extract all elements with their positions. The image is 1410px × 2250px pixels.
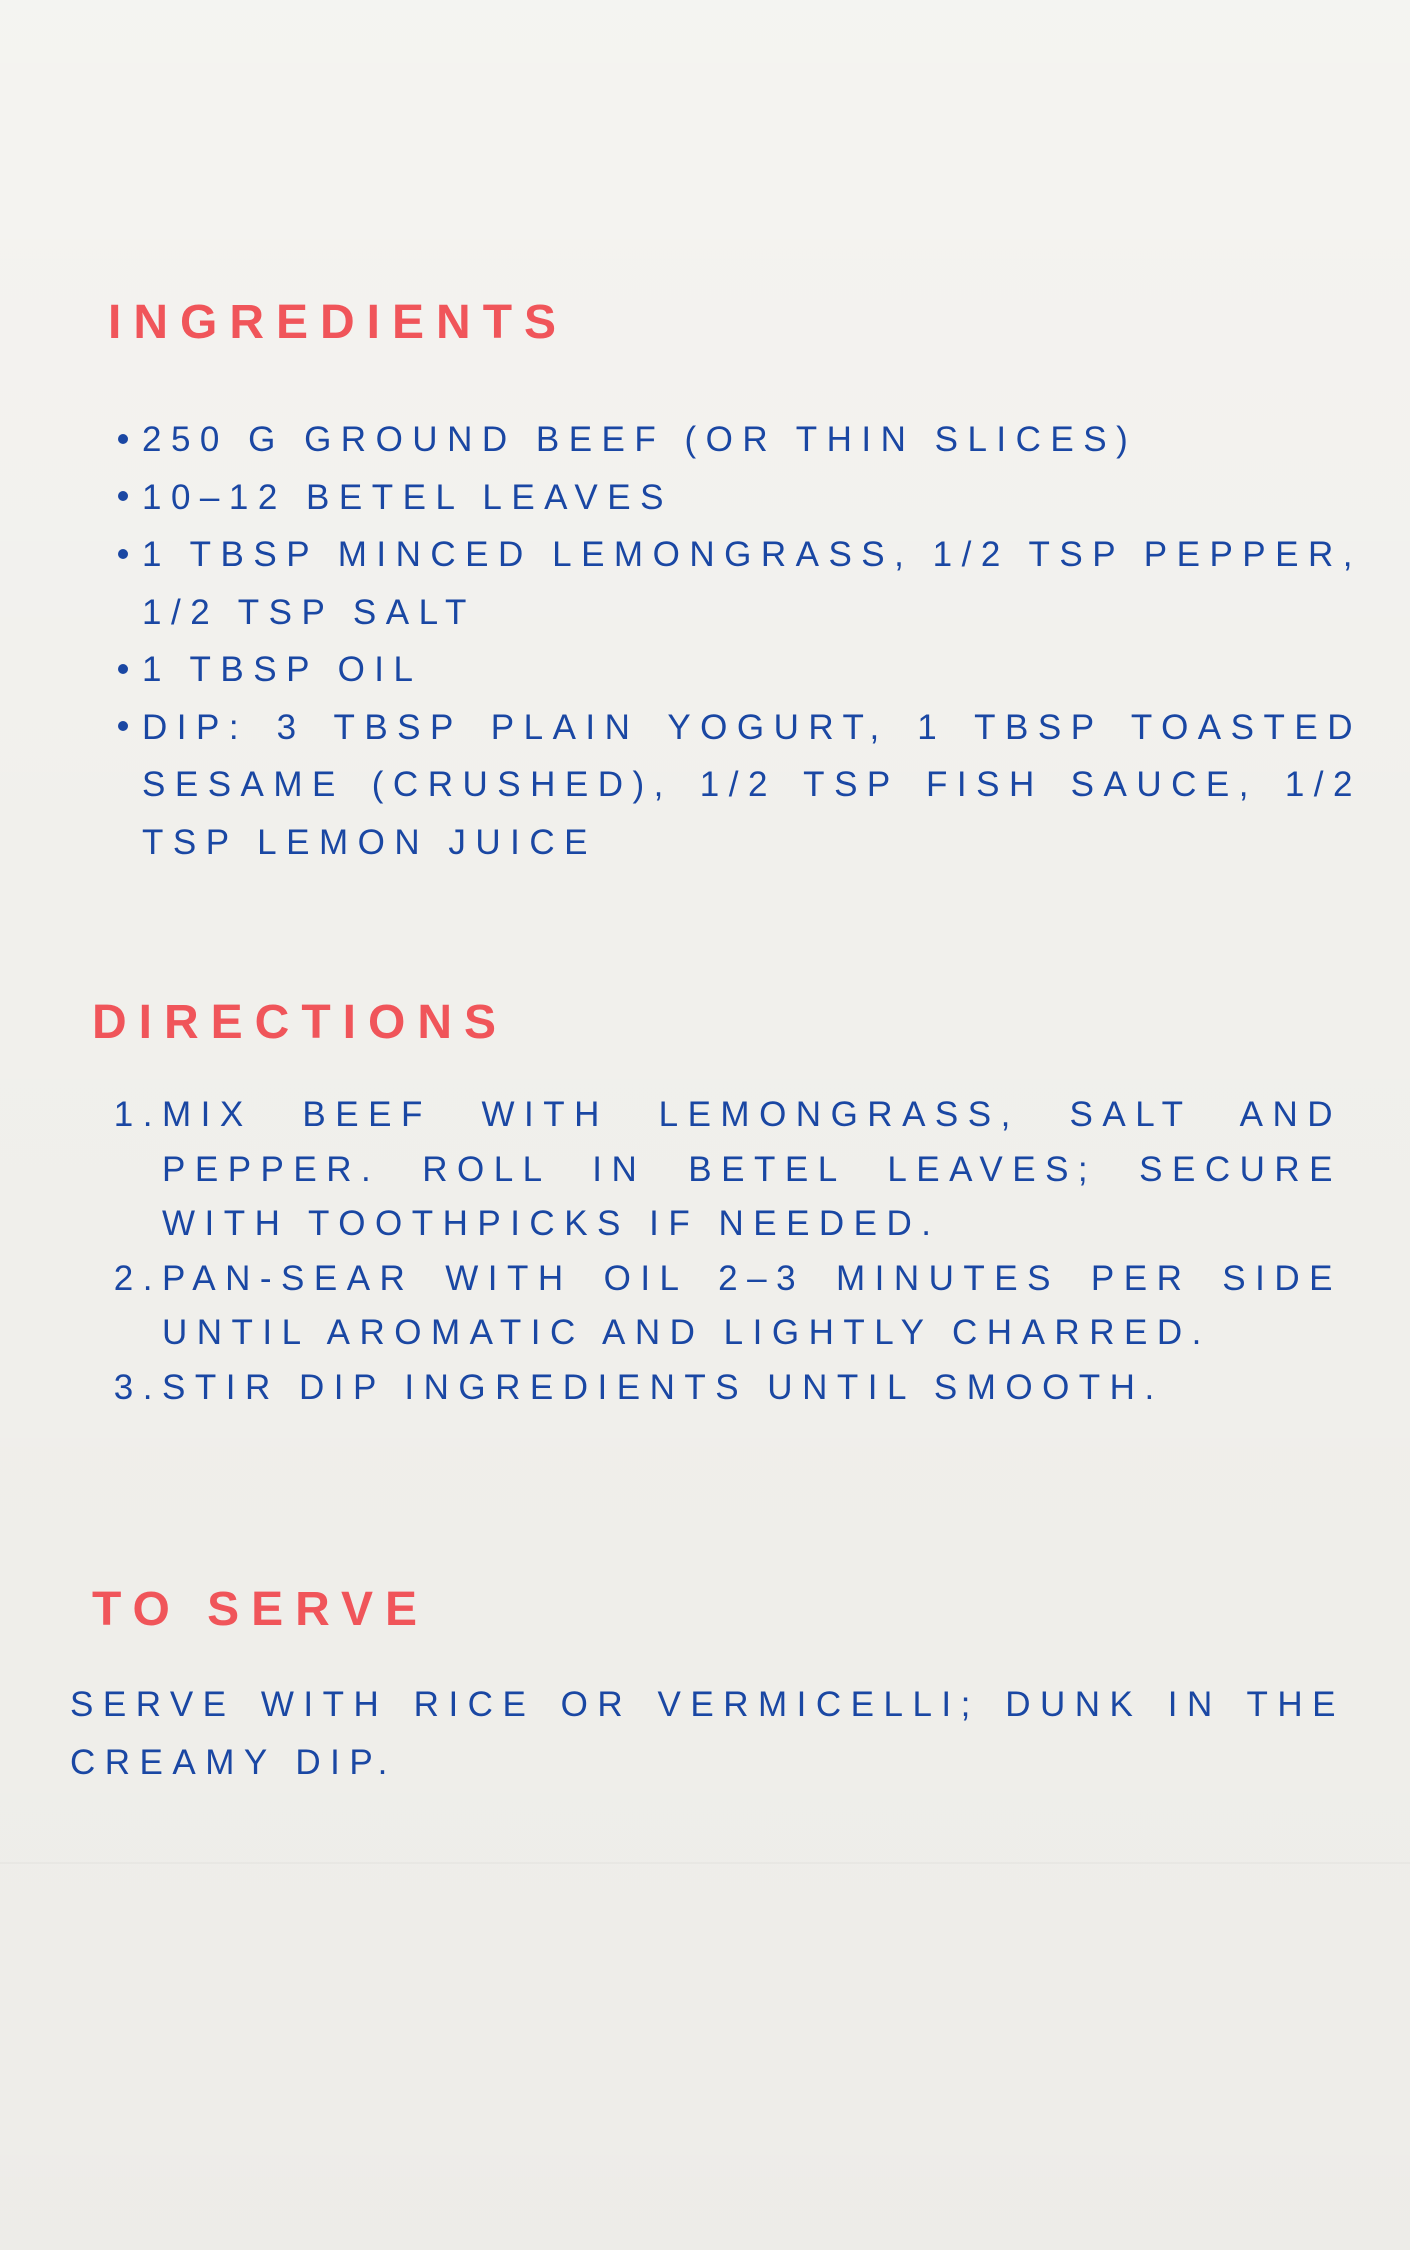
ingredients-heading: INGREDIENTS <box>108 296 569 349</box>
step-text: STIR DIP INGREDIENTS UNTIL SMOOTH. <box>162 1367 1164 1407</box>
ingredient-item <box>112 469 1362 527</box>
bullet-icon <box>112 699 142 757</box>
serve-heading: TO SERVE <box>92 1583 429 1636</box>
directions-list <box>112 1088 1342 1415</box>
step-text: PAN-SEAR WITH OIL 2–3 MINUTES PER SIDE UNTIL AROMATIC AND LIGHTLY CHARRED. <box>162 1258 1342 1352</box>
bullet-icon <box>112 469 142 527</box>
paper-fold-line <box>0 1862 1410 1864</box>
step-number: 2. <box>113 1258 162 1298</box>
ingredient-text: 250 G GROUND BEEF (OR THIN SLICES) <box>142 420 1138 459</box>
ingredients-list <box>112 411 1362 871</box>
ingredient-item <box>112 641 1362 699</box>
ingredient-text: DIP: 3 TBSP PLAIN YOGURT, 1 TBSP TOASTED SESAME (CRUSHED), 1/2 TSP FISH SAUCE, 1/2 TSP LEMON JUICE <box>142 707 1362 862</box>
bullet-icon <box>112 526 142 584</box>
direction-step <box>112 1361 1342 1416</box>
ingredient-text: 1 TBSP MINCED LEMONGRASS, 1/2 TSP PEPPER, 1/2 TSP SALT <box>142 535 1362 632</box>
ingredient-item <box>112 526 1362 641</box>
bullet-icon <box>112 411 142 469</box>
step-text: MIX BEEF WITH LEMONGRASS, SALT AND PEPPER. ROLL IN BETEL LEAVES; SECURE WITH TOOTHPICKS IF NEEDED. <box>162 1095 1342 1243</box>
step-number: 3. <box>113 1367 162 1407</box>
ingredient-item <box>112 699 1362 872</box>
ingredient-text: 10–12 BETEL LEAVES <box>142 477 673 517</box>
directions-heading: DIRECTIONS <box>92 996 509 1049</box>
bullet-icon <box>112 641 142 699</box>
ingredient-item <box>112 411 1362 469</box>
serve-text: SERVE WITH RICE OR VERMICELLI; DUNK IN THE CREAMY DIP. <box>70 1685 1345 1782</box>
direction-step <box>112 1088 1342 1252</box>
direction-step <box>112 1252 1342 1361</box>
step-number: 1. <box>113 1095 162 1134</box>
ingredient-text: 1 TBSP OIL <box>142 650 423 689</box>
